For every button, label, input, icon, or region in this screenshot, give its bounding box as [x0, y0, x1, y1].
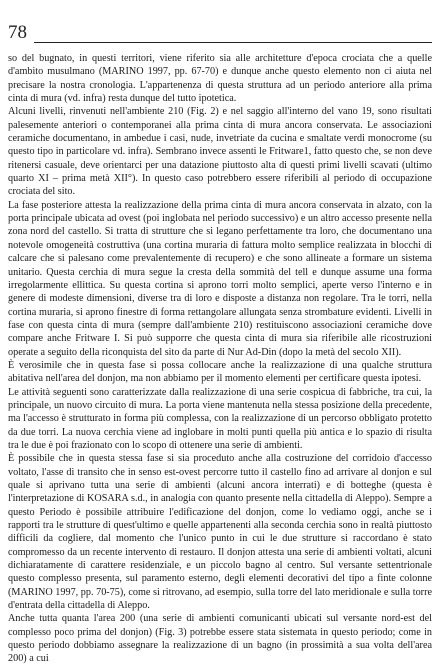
paragraph: Alcuni livelli, rinvenuti nell'ambiente 210 (Fig. 2) e nel saggio all'interno del vano 19, sono risultati palesemente anteriori o contemporanei alla prima cinta di mura ancora conservata. Le associazioni ceramiche documentano, in ambedue i casi, nude, invetriate da cucina e smaltate verdi monocrome (su questo tipo in particolare vd. infra). Sembrano invece assenti le Fritware1, fatto questo che, se non deve ritenersi casuale, deve orientarci per una datazione piuttosto alta di questi primi livelli scavati (ultimo quarto XI – prima metà XII°). In questo caso potrebbero essere riferibili al periodo di occupazione crociata del sito.	[8, 106, 432, 198]
paragraph: Anche tutta quanta l'area 200 (una serie di ambienti comunicanti ubicati sul versante nord-est del complesso poco prima del donjon) (Fig. 3) potrebbe essere stata sistemata in questo periodo; come in questo periodo dobbiamo assegnare la realizzazione di un bagno (in prossimità a sua volta dell'area 200) a cui	[8, 613, 432, 665]
paragraph: È verosimile che in questa fase si possa collocare anche la realizzazione di una qualche struttura abitativa nell'area del donjon, ma non abbiamo per il momento elementi per certificare questa ipotesi.	[8, 359, 432, 385]
paragraph: Le attività seguenti sono caratterizzate dalla realizzazione di una serie cospicua di fabbriche, tra cui, la principale, un nuovo circuito di mura. La porta viene mantenuta nella stessa posizione della precedente, ma l'accesso è strutturato in forma più complessa, con la realizzazione di un percorso obbligato protetto da due torri. La nuova cerchia viene ad inglobare in molti punti quella più antica e lo spazio di risulta tra le due è poi frazionato con lo scopo di ottenere una serie di ambienti.	[8, 386, 432, 451]
paragraph: so del bugnato, in questi territori, viene riferito sia alle architetture d'epoca crociata che a quelle d'ambito musulmano (MARINO 1997, pp. 67-70) e dunque anche questo elemento non ci aiuta nel precisare la nostra cronologia. L'appartenenza di questa struttura ad un periodo anteriore alla prima cinta di mura (vd. infra) resta dunque del tutto ipotetica.	[8, 53, 432, 105]
paragraph: La fase posteriore attesta la realizzazione della prima cinta di mura ancora conservata in alzato, con la porta principale ubicata ad ovest (poi inglobata nel periodo successivo) e un altro accesso presente nella zona nord del castello. Si tratta di strutture che si legano perfettamente tra loro, che documentano una notevole omogeneità costruttiva (una cortina muraria di fattura molto semplice realizzata in blocchi di calcare che si palesano come prevalentemente di recupero) e che sono allineate a formare un sistema unitario. Questa cerchia di mura segue la cresta della sommità del tell e dunque assume una forma irregolarmente ellittica. Su questa cortina si aprono torri molto semplici, aperte verso l'interno e in genere di modeste dimensioni, diverse tra di loro e disposte a distanza non regolare. Tra le torri, nella cortina muraria, si aprono finestre di forma rettangolare allungata senza strombature evidenti. Livelli in fase con questa cinta di mura (sempre dall'ambiente 210) restituiscono associazioni ceramiche dove compare anche Fritware I. Si può supporre che questa cinta di mura sia riferibile alle ricostruzioni operate a seguito della riconquista del sito da parte di Nur Ad-Din (dopo la metà del secolo XII).	[8, 199, 432, 358]
body-text	[8, 52, 432, 666]
header-rule	[34, 42, 432, 43]
page-number: 78	[8, 22, 27, 43]
paragraph: È possibile che in questa stessa fase si sia proceduto anche alla costruzione del corridoio d'accesso voltato, l'asse di transito che in senso est-ovest percorre tutto il castello fino ad arrivare al donjon e sul quale si aprivano tutta una serie di ambienti (alcuni ancora interrati) e di botteghe (questa è l'interpretazione di KOSARA s.d., in analogia con quanto presente nella cittadella di Aleppo). Sempre a questo Periodo è possibile attribuire l'edificazione del donjon, come lo vediamo oggi, anche se i rapporti tra le strutture di quest'ultimo e quelle appartenenti alla seconda cerchia sono in realtà piuttosto difficili da cogliere, dal momento che l'unico punto in cui le due strutture si raccordano è stato compromesso da un recente intervento di restauro. Il donjon attesta una serie di ambienti voltati, alcuni dichiaratamente di carattere residenziale, e un piccolo bagno al centro. Sul versante settentrionale questo complesso presenta, sul paramento esterno, degli elementi decorativi del tipo a finte colonne (MARINO 1997, pp. 70-75), come si ritrovano, ad esempio, sulla torre del lato meridionale e sulla torre d'entrata della cittadella di Aleppo.	[8, 453, 432, 612]
page-header	[0, 22, 436, 46]
